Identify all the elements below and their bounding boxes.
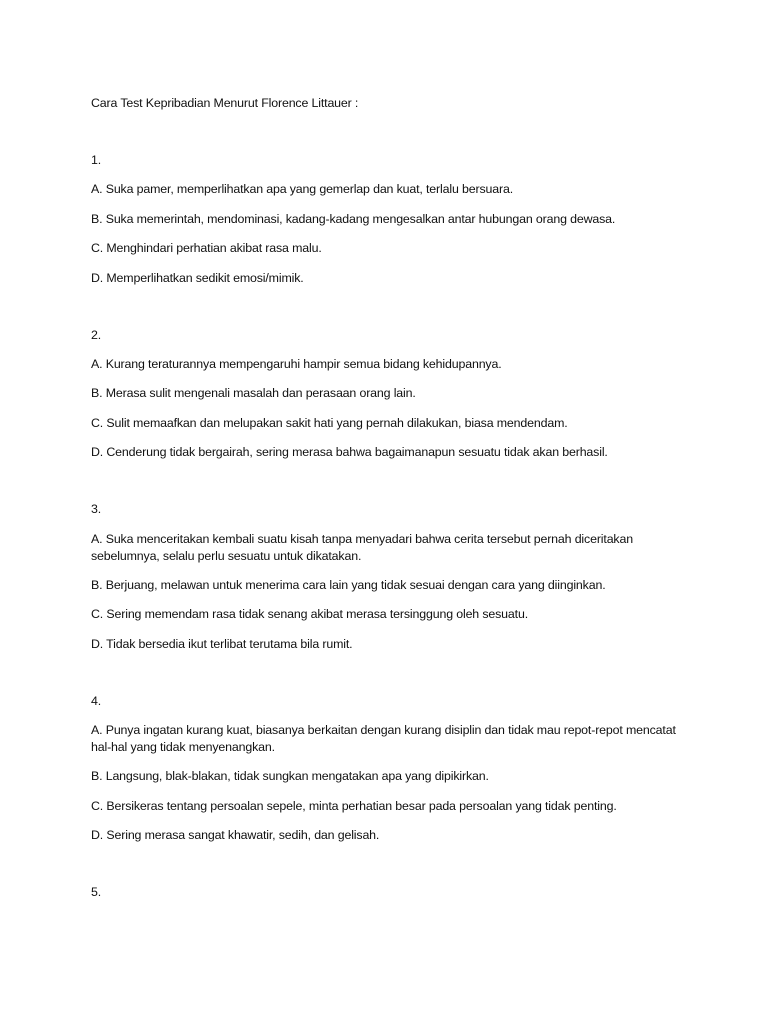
question-1 xyxy=(91,152,681,287)
question-5 xyxy=(91,884,681,901)
option-c: C. Sering memendam rasa tidak senang akibat merasa tersinggung oleh sesuatu. xyxy=(91,607,528,622)
question-number: 5. xyxy=(91,885,102,900)
document-body xyxy=(91,95,681,914)
option-d: D. Sering merasa sangat khawatir, sedih, dan gelisah. xyxy=(91,828,380,843)
option-a: A. Punya ingatan kurang kuat, biasanya berkaitan dengan kurang disiplin dan tidak mau repot-repot mencatat hal-hal yang tidak menyenangkan. xyxy=(91,723,676,755)
option-c: C. Bersikeras tentang persoalan sepele, minta perhatian besar pada persoalan yang tidak penting. xyxy=(91,798,617,813)
option-b: B. Merasa sulit mengenali masalah dan perasaan orang lain. xyxy=(91,386,416,401)
option-d: D. Memperlihatkan sedikit emosi/mimik. xyxy=(91,270,304,285)
question-4 xyxy=(91,693,681,845)
question-number: 3. xyxy=(91,502,102,517)
option-c: C. Menghindari perhatian akibat rasa malu. xyxy=(91,241,322,256)
question-number: 2. xyxy=(91,327,102,342)
option-b: B. Berjuang, melawan untuk menerima cara lain yang tidak sesuai dengan cara yang diinginkan. xyxy=(91,577,606,592)
question-number: 4. xyxy=(91,693,102,708)
option-d: D. Cenderung tidak bergairah, sering merasa bahwa bagaimanapun sesuatu tidak akan berhasil. xyxy=(91,445,608,460)
question-2 xyxy=(91,327,681,462)
option-b: B. Langsung, blak-blakan, tidak sungkan mengatakan apa yang dipikirkan. xyxy=(91,769,489,784)
option-a: A. Kurang teraturannya mempengaruhi hampir semua bidang kehidupannya. xyxy=(91,356,502,371)
document-title: Cara Test Kepribadian Menurut Florence Littauer : xyxy=(91,96,359,110)
option-c: C. Sulit memaafkan dan melupakan sakit hati yang pernah dilakukan, biasa mendendam. xyxy=(91,415,568,430)
option-d: D. Tidak bersedia ikut terlibat terutama bila rumit. xyxy=(91,636,353,651)
option-a: A. Suka pamer, memperlihatkan apa yang gemerlap dan kuat, terlalu bersuara. xyxy=(91,182,513,197)
option-b: B. Suka memerintah, mendominasi, kadang-kadang mengesalkan antar hubungan orang dewasa. xyxy=(91,211,616,226)
question-number: 1. xyxy=(91,153,102,167)
option-a: A. Suka menceritakan kembali suatu kisah tanpa menyadari bahwa cerita tersebut pernah diceritakan sebelumnya, selalu perlu sesuatu untuk dikatakan. xyxy=(91,531,633,563)
question-3 xyxy=(91,501,681,653)
